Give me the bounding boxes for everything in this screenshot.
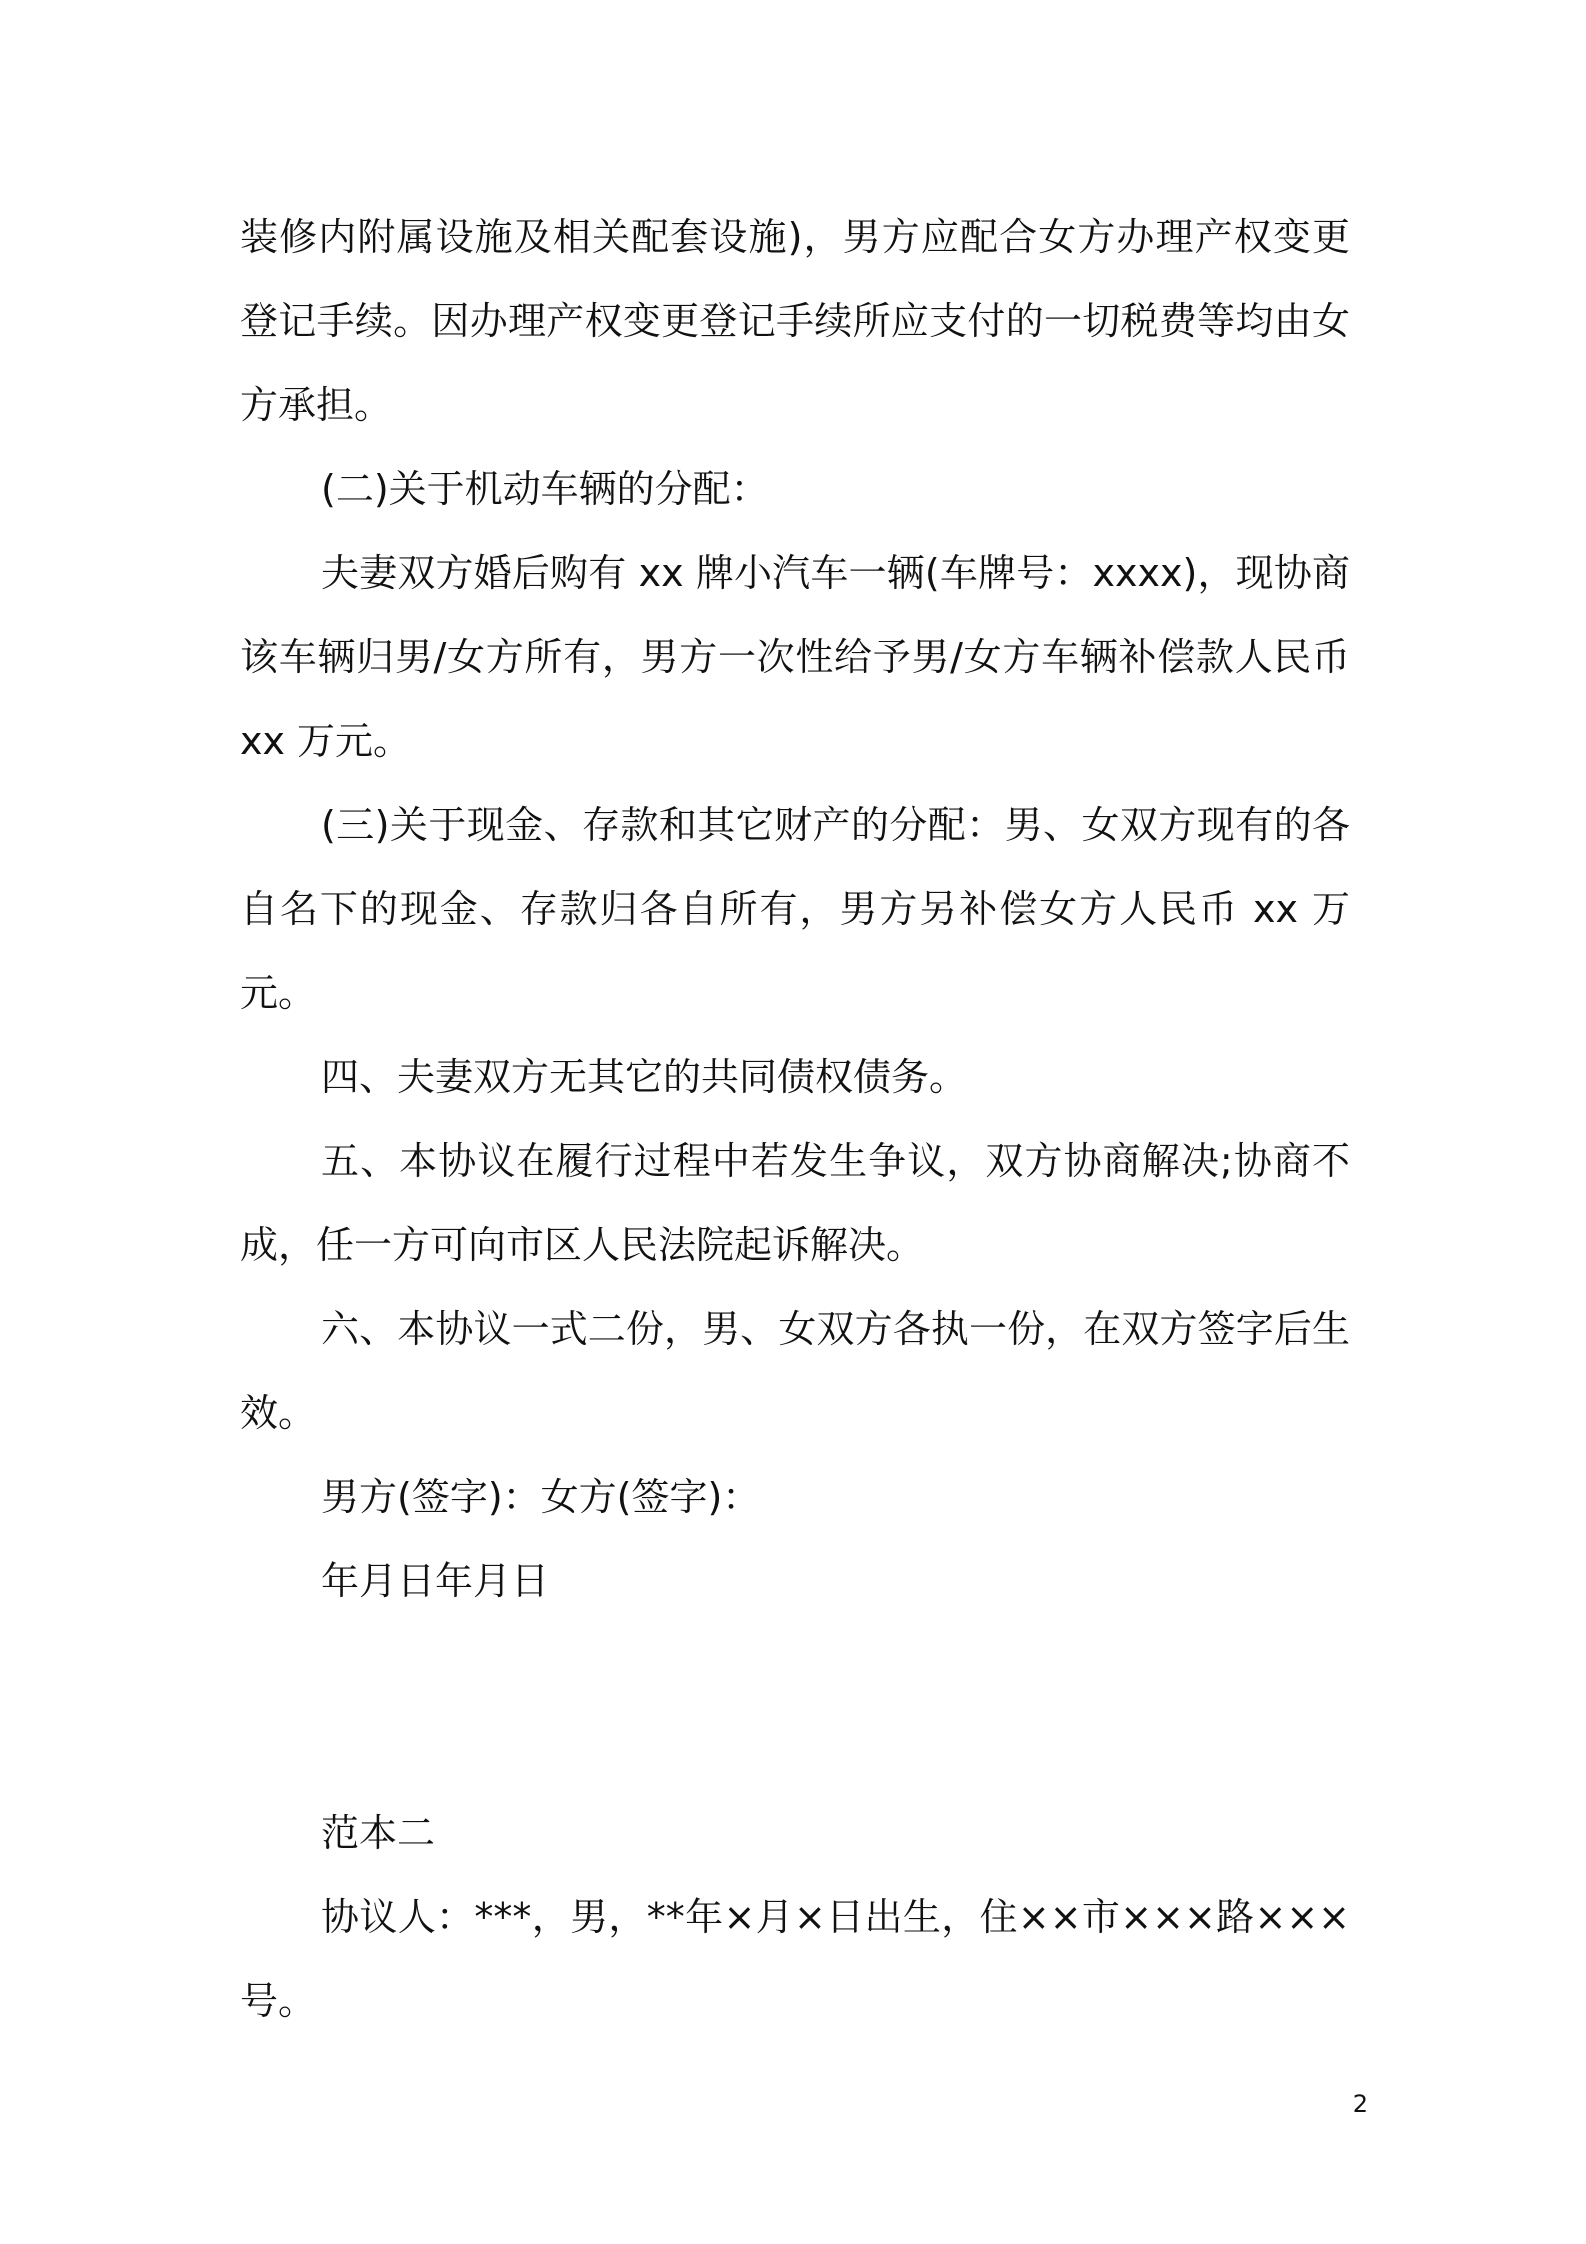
paragraph-vehicle-terms: 夫妻双方婚后购有 xx 牌小汽车一辆(车牌号：xxxx)，现协商该车辆归男/女方所有，男方一次性给予男/女方车辆补偿款人民币 xx 万元。 [240, 551, 1350, 763]
paragraph-property-transfer: 装修内附属设施及相关配套设施)，男方应配合女方办理产权变更登记手续。因办理产权变更登记手续所应支付的一切税费等均由女方承担。 [240, 215, 1350, 427]
heading-vehicle-distribution: (二)关于机动车辆的分配： [321, 467, 769, 511]
paragraph-no-debts: 四、夫妻双方无其它的共同债权债务。 [321, 1055, 968, 1099]
paragraph-copies-effective: 六、本协议一式二份，男、女双方各执一份，在双方签字后生效。 [240, 1307, 1350, 1435]
paragraph-cash-deposits: (三)关于现金、存款和其它财产的分配：男、女双方现有的各自名下的现金、存款归各自所有，男方另补偿女方人民币 xx 万元。 [240, 803, 1350, 1015]
paragraph-dispute-resolution: 五、本协议在履行过程中若发生争议，双方协商解决;协商不成，任一方可向市区人民法院起诉解决。 [240, 1139, 1350, 1267]
page-number: 2 [1352, 2090, 1368, 2118]
document-body [240, 195, 1350, 2043]
signature-line: 男方(签字)：女方(签字)： [321, 1475, 761, 1519]
date-line: 年月日年月日 [321, 1559, 550, 1603]
section-spacer [240, 1623, 1350, 1791]
paragraph-party-info: 协议人：***，男，**年×月×日出生，住××市×××路×××号。 [240, 1895, 1350, 2023]
section-heading-template-two: 范本二 [321, 1811, 436, 1855]
